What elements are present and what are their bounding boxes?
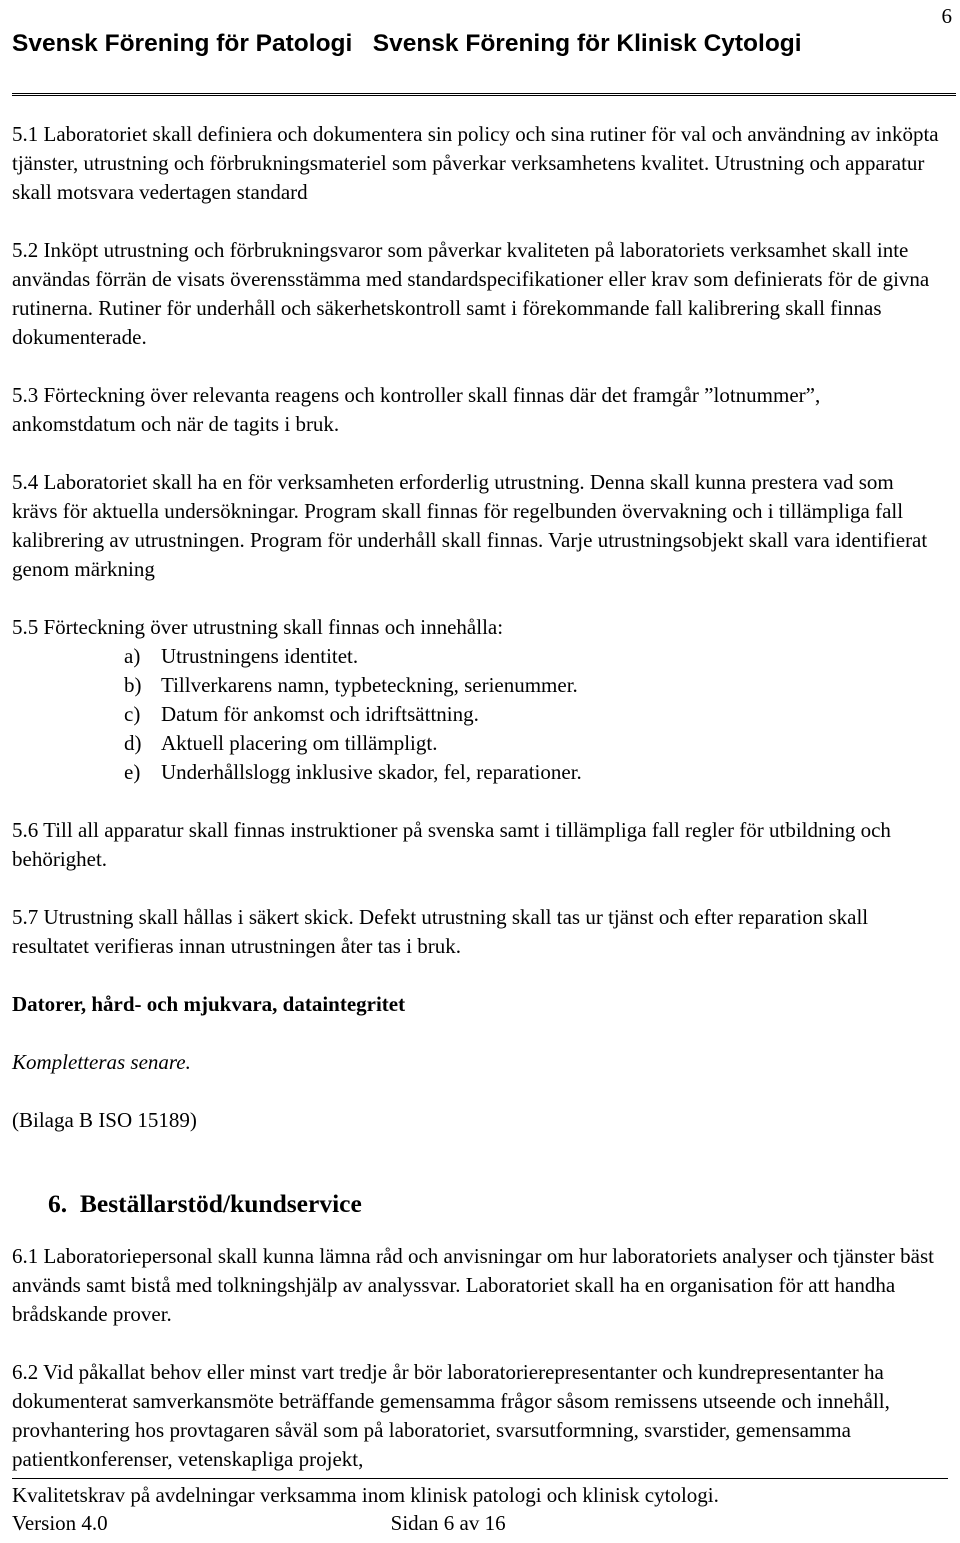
list-marker: a) [124,644,141,668]
paragraph-5-1: 5.1 Laboratoriet skall definiera och dokumentera sin policy och sina rutiner för val och användning av inköpta tjänster, utrustning och förbrukningsmateriel som påverkar verksamhetens kvalitet. Utrustning och apparatur skall motsvara vedertagen standard [12,122,939,204]
page-number: 6 [941,4,952,28]
paragraph-5-2: 5.2 Inköpt utrustning och förbrukningsvaror som påverkar kvaliteten på laboratoriets verksamhet skall inte användas förrän de visats överensstämma med standardspecifikationer eller krav som definierats för de givna rutinerna. Rutiner för underhåll och säkerhetskontroll samt i förekommande fall kalibrering skall finnas dokumenterade. [12,238,930,349]
paragraph-5-3: 5.3 Förteckning över relevanta reagens och kontroller skall finnas där det framgår ”lotnummer”, ankomstdatum och när de tagits i bruk. [12,383,821,436]
subsection-note: Kompletteras senare. [12,1050,191,1074]
list-marker: d) [124,731,142,755]
paragraph-6-2: 6.2 Vid påkallat behov eller minst vart tredje år bör laboratorierepresentanter och kundrepresentanter ha dokumenterat samverkansmöte beträffande gemensamma frågor såsom remissens utseende och innehåll, provhantering hos provtagaren såväl som på laboratoriet, svarsutformning, svarstider, gemensamma patientkonferenser, vetenskapliga projekt, [12,1360,890,1471]
page-footer [12,1478,948,1537]
list-item-text: Aktuell placering om tillämpligt. [161,731,438,755]
list-item [12,700,942,729]
paragraph-5-6: 5.6 Till all apparatur skall finnas instruktioner på svenska samt i tillämpliga fall regler för utbildning och behörighet. [12,818,891,871]
paragraph-5-4: 5.4 Laboratoriet skall ha en för verksamheten erforderlig utrustning. Denna skall kunna prestera vad som krävs för aktuella undersökningar. Program skall finnas för regelbunden övervakning och i tillämpliga fall kalibrering av utrustningen. Program för underhåll skall finnas. Varje utrustningsobjekt skall vara identifierat genom märkning [12,470,928,581]
footer-divider [12,1478,948,1479]
list-item-text: Tillverkarens namn, typbeteckning, serienummer. [161,673,578,697]
footer-meta [12,1509,948,1537]
paragraph-6-1: 6.1 Laboratoriepersonal skall kunna lämna råd och anvisningar om hur laboratoriets analyser och tjänster bäst används samt bistå med tolkningshjälp av analyssvar. Laboratoriet skall ha en organisation för att handha brådskande prover. [12,1244,934,1326]
header-title: Svensk Förening för Patologi Svensk Förening för Klinisk Cytologi [12,30,802,57]
footer-page-info: Sidan 6 av 16 [390,1511,506,1535]
list-item-text: Utrustningens identitet. [161,644,359,668]
list-marker: b) [124,673,142,697]
list-item-text: Underhållslogg inklusive skador, fel, reparationer. [161,760,582,784]
list-item [12,642,942,671]
paragraph-5-5: 5.5 Förteckning över utrustning skall finnas och innehålla: [12,615,504,639]
list-marker: c) [124,702,141,726]
paragraph-5-7: 5.7 Utrustning skall hållas i säkert skick. Defekt utrustning skall tas ur tjänst och efter reparation skall resultatet verifieras innan utrustningen åter tas i bruk. [12,905,869,958]
page-header [12,30,956,58]
equipment-list [12,642,942,787]
list-item-text: Datum för ankomst och idriftsättning. [161,702,479,726]
subsection-reference: (Bilaga B ISO 15189) [12,1108,197,1132]
subsection-heading: Datorer, hård- och mjukvara, dataintegritet [12,992,406,1016]
document-body [12,120,942,1474]
footer-version: Version 4.0 [12,1511,108,1535]
list-item [12,671,942,700]
header-divider [12,93,956,98]
footer-title: Kvalitetskrav på avdelningar verksamma inom klinisk patologi och klinisk cytologi. [12,1483,719,1507]
list-marker: e) [124,760,141,784]
section-heading: 6. Beställarstöd/kundservice [48,1189,362,1218]
list-item [12,758,942,787]
list-item [12,729,942,758]
